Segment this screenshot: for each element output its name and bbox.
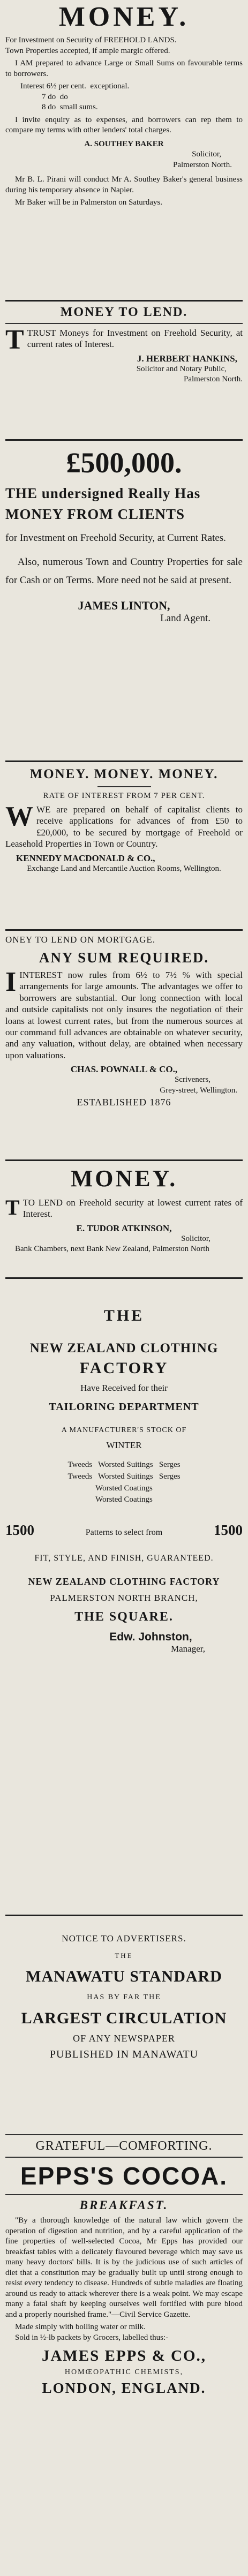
column-divider (5, 1915, 243, 1916)
column-divider (5, 929, 243, 931)
advert-title: MONEY. MONEY. MONEY. (29, 767, 219, 781)
advert-made: Made simply with boiling water or milk. (15, 2323, 146, 2331)
advert-linton (5, 446, 243, 624)
advert-largest: LARGEST CIRCULATION (21, 2009, 227, 2027)
advert-role: Solicitor and Notary Public, (136, 364, 227, 373)
advert-footer: Mr Baker will be in Palmerston on Saturdays. (15, 198, 162, 207)
advert-paper-name: MANAWATU STANDARD (26, 1968, 222, 1985)
advert-body: TTO LEND on Freehold security at lowest current rates of Interest. (5, 1195, 243, 1219)
advert-city: LONDON, ENGLAND. (42, 2380, 206, 2396)
advert-role: Land Agent. (160, 612, 211, 624)
advert-body: I invite enquiry as to expenses, and borrowers can rep them to compare my terms with other lenders' total charges. (5, 115, 243, 134)
advert-published: PUBLISHED IN MANAWATU (49, 2048, 199, 2060)
advert-signature: A. SOUTHEY BAKER (84, 139, 164, 148)
advert-product-name: EPPS'S COCOA. (20, 2162, 228, 2190)
advert-body: I AM prepared to advance Large or Small Sums on favourable terms to borrowers. (5, 59, 243, 78)
advert-amount: £500,000. (66, 447, 182, 479)
advert-manager-name: Edw. Johnston, (109, 1631, 192, 1643)
advert-has: HAS BY FAR THE (87, 1993, 161, 2001)
advert-signature: E. TUDOR ATKINSON, (76, 1223, 172, 1233)
advert-body: Also, numerous Town and Country Properties for sale for Cash or on Terms. More need not be said at present. (5, 556, 243, 586)
patterns-line (5, 1522, 243, 1539)
column-divider (5, 323, 243, 324)
fabric-row: Worsted Coatings (95, 1495, 153, 1504)
drop-cap: I (5, 967, 17, 997)
column-divider (5, 439, 243, 441)
advert-manager-role: Manager, (171, 1644, 205, 1654)
advert-tagline: GRATEFUL—COMFORTING. (35, 2139, 213, 2153)
advert-maker: JAMES EPPS & CO., (41, 2347, 207, 2364)
rate-list (20, 81, 243, 113)
rate-row: 7 do do (42, 92, 68, 101)
advert-intro: Town Properties accepted, if ample margic offered. (5, 46, 170, 55)
advert-place: Palmerston North. (173, 160, 232, 169)
column-divider (5, 1277, 243, 1279)
advert-branch: NEW ZEALAND CLOTHING FACTORY (28, 1576, 220, 1587)
advert-square: THE SQUARE. (74, 1610, 174, 1624)
advert-headline: ANY SUM REQUIRED. (39, 950, 209, 966)
advert-established: ESTABLISHED 1876 (77, 1097, 171, 1108)
advert-company-name: NEW ZEALAND CLOTHING (29, 1341, 219, 1355)
advert-hankins (5, 305, 243, 385)
advert-department: TAILORING DEPARTMENT (49, 1401, 199, 1413)
advert-role: Solicitor, (192, 150, 221, 159)
advert-sold: Sold in ½-lb packets by Grocers, labelled thus:- (15, 2333, 169, 2342)
advert-intro: Have Received for their (80, 1383, 168, 1393)
advert-company-name: FACTORY (79, 1359, 169, 1377)
advert-atkinson (5, 1165, 243, 1255)
column-divider (5, 300, 243, 302)
advert-headline: THE undersigned Really Has (5, 485, 201, 501)
fabric-row: Worsted Coatings (95, 1483, 153, 1493)
advert-body: TTRUST Moneys for Investment on Freehold Security, at current rates of Interest. (5, 325, 243, 355)
rate-row: Interest 6½ per cent. exceptional. (20, 82, 130, 91)
advert-season: WINTER (106, 1440, 142, 1450)
advert-role: Solicitor, (181, 1234, 211, 1243)
advert-title: MONEY TO LEND. (60, 305, 188, 319)
fabric-row: Tweeds Worsted Suitings Serges (67, 1472, 181, 1481)
column-divider (5, 760, 243, 762)
advert-title: MONEY. (58, 2, 190, 32)
advert-branch: PALMERSTON NORTH BRANCH, (50, 1593, 198, 1603)
advert-signature: J. HERBERT HANKINS, (137, 353, 237, 364)
advert-notice: NOTICE TO ADVERTISERS. (62, 1933, 186, 1944)
advert-rate-line: RATE OF INTEREST FROM 7 PER CENT. (43, 792, 205, 800)
drop-cap: W (5, 801, 33, 832)
advert-subtitle: For Investment on Security of FREEHOLD LANDS. (5, 36, 177, 44)
drop-cap: T (5, 325, 24, 355)
fabric-row: Tweeds Worsted Suitings Serges (67, 1460, 181, 1469)
advert-kennedy (5, 767, 243, 874)
advert-address: Bank Chambers, next Bank New Zealand, Palmerston North (15, 1245, 209, 1254)
advert-body: WWE are prepared on behalf of capitalist clients to receive applications for advances of from £50 to £20,000, to be secured by mortgage of Freehold or Leasehold Properties in Town or Country. (5, 801, 243, 849)
advert-the: THE (103, 1307, 145, 1324)
advert-clothing-factory (5, 1307, 243, 1654)
patterns-count: 1500 (213, 1522, 243, 1538)
patterns-text: Patterns to select from (85, 1528, 163, 1537)
advert-body: for Investment on Freehold Security, at Current Rates. (5, 532, 226, 544)
advert-body: "By a thorough knowledge of the natural law which govern the operation of digestion and nutrition, and by a careful application of the fine properties of well-selected Cocoa, Mr Epps has provided our breakfast tables with a delicately flavoured beverage which may save us many heavy doctors' bills. It is by the judicious use of such articles of diet that a constitution may be gradually built up until strong enough to resist every tendency to disease. Hundreds of subtle maladies are floating around us ready to attack wherever there is a weak point. We may escape many a fatal shaft by keeping ourselves well fortified with pure blood and a properly nourished frame."—Civil Service Gazette. (5, 2216, 243, 2319)
advert-title: ONEY TO LEND ON MORTGAGE. (5, 935, 156, 945)
column-divider (5, 2157, 243, 2158)
advert-of-any: OF ANY NEWSPAPER (73, 2033, 175, 2044)
advert-headline: MONEY FROM CLIENTS (5, 506, 185, 522)
advert-title: MONEY. (70, 1165, 178, 1192)
column-divider (5, 2134, 243, 2135)
advert-address: Grey-street, Wellington. (160, 1086, 237, 1095)
advert-signature: KENNEDY MACDONALD & CO., (16, 853, 155, 863)
advert-pownall (5, 935, 243, 1108)
advert-role: Scriveners, (174, 1075, 211, 1084)
advert-signature: CHAS. POWNALL & CO., (70, 1064, 178, 1075)
column-divider (5, 2194, 243, 2195)
advert-place: Palmerston North. (184, 375, 243, 384)
rate-row: 8 do small sums. (42, 103, 98, 111)
advert-body: IINTEREST now rules from 6½ to 7½ % with special arrangements for large amounts. The advantages we offer to borrowers are substantial. Our long connection with local and outside capitalists not only insures the negotiation of their loans at lowest current rates, but from the numerous sources at our command full advances are obtainable on whatever security, and any valuation, without delay, are obtained when necessary upon valuations. (5, 967, 243, 1060)
advert-homeopathic: HOMŒOPATHIC CHEMISTS, (64, 2368, 184, 2376)
advert-signature: JAMES LINTON, (78, 598, 170, 612)
advert-southey-baker (5, 1, 243, 208)
drop-cap: T (5, 1195, 20, 1219)
advert-guarantee: FIT, STYLE, AND FINISH, GUARANTEED. (34, 1554, 214, 1563)
column-divider (97, 786, 151, 787)
advert-notice: Mr B. L. Pirani will conduct Mr A. Southey Baker's general business during his temporary absence in Napier. (5, 175, 243, 194)
column-divider (5, 1159, 243, 1161)
patterns-count: 1500 (5, 1522, 34, 1538)
advert-manawatu-standard (5, 1933, 243, 2061)
advert-subheading: BREAKFAST. (79, 2198, 169, 2212)
advert-epps-cocoa (5, 2139, 243, 2397)
advert-address: Exchange Land and Mercantile Auction Rooms, Wellington. (27, 864, 221, 873)
advert-stock: A MANUFACTURER'S STOCK OF (61, 1426, 187, 1434)
advert-the: THE (115, 1952, 133, 1960)
fabric-list (5, 1459, 243, 1506)
